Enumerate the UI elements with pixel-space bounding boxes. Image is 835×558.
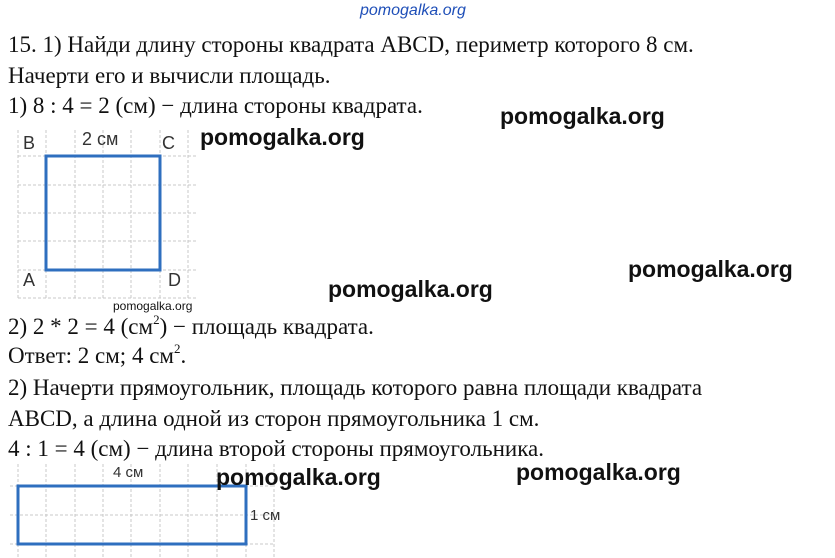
- watermark-1: pomogalka.org: [500, 103, 665, 129]
- rectangle-width-label: 1 см: [250, 507, 281, 524]
- task-line-4: ABCD, а длина одной из сторон прямоугольника 1 см.: [8, 406, 540, 431]
- square-vertex-d: D: [168, 270, 181, 290]
- area-calc-text: 2) 2 * 2 = 4 (см: [8, 314, 154, 339]
- area-calc-sup: 2: [153, 312, 160, 327]
- rectangle-length-label: 4 см: [113, 464, 144, 481]
- solution-line-3: 4 : 1 = 4 (см) − длина второй стороны прямоугольника.: [8, 436, 544, 461]
- solution-line-2: [8, 314, 374, 340]
- watermark-small: pomogalka.org: [113, 299, 193, 313]
- watermark-3: pomogalka.org: [628, 256, 793, 282]
- answer-text-end: .: [180, 343, 187, 368]
- square-vertex-c: C: [162, 133, 175, 153]
- watermark-top: pomogalka.org: [360, 2, 466, 19]
- answer-sup: 2: [173, 341, 181, 356]
- square-vertex-a: A: [23, 270, 36, 290]
- watermark-4: pomogalka.org: [328, 276, 493, 302]
- task-line-2: Начерти его и вычисли площадь.: [8, 63, 331, 88]
- solution-line-1: 1) 8 : 4 = 2 (см) − длина стороны квадрата.: [8, 93, 423, 118]
- square-side-label: 2 см: [82, 129, 119, 149]
- task-line-3: 2) Начерти прямоугольник, площадь которого равна площади квадрата: [8, 375, 703, 400]
- watermark-2: pomogalka.org: [200, 124, 365, 150]
- area-calc-text-end: ) − площадь квадрата.: [159, 314, 374, 339]
- answer-line: [8, 343, 186, 369]
- answer-text: Ответ: 2 см; 4 см: [8, 343, 174, 368]
- square-vertex-b: B: [23, 133, 36, 153]
- task-line-1: 15. 1) Найди длину стороны квадрата ABCD, периметр которого 8 см.: [8, 32, 694, 57]
- watermark-5: pomogalka.org: [216, 464, 381, 490]
- watermark-6: pomogalka.org: [516, 459, 681, 485]
